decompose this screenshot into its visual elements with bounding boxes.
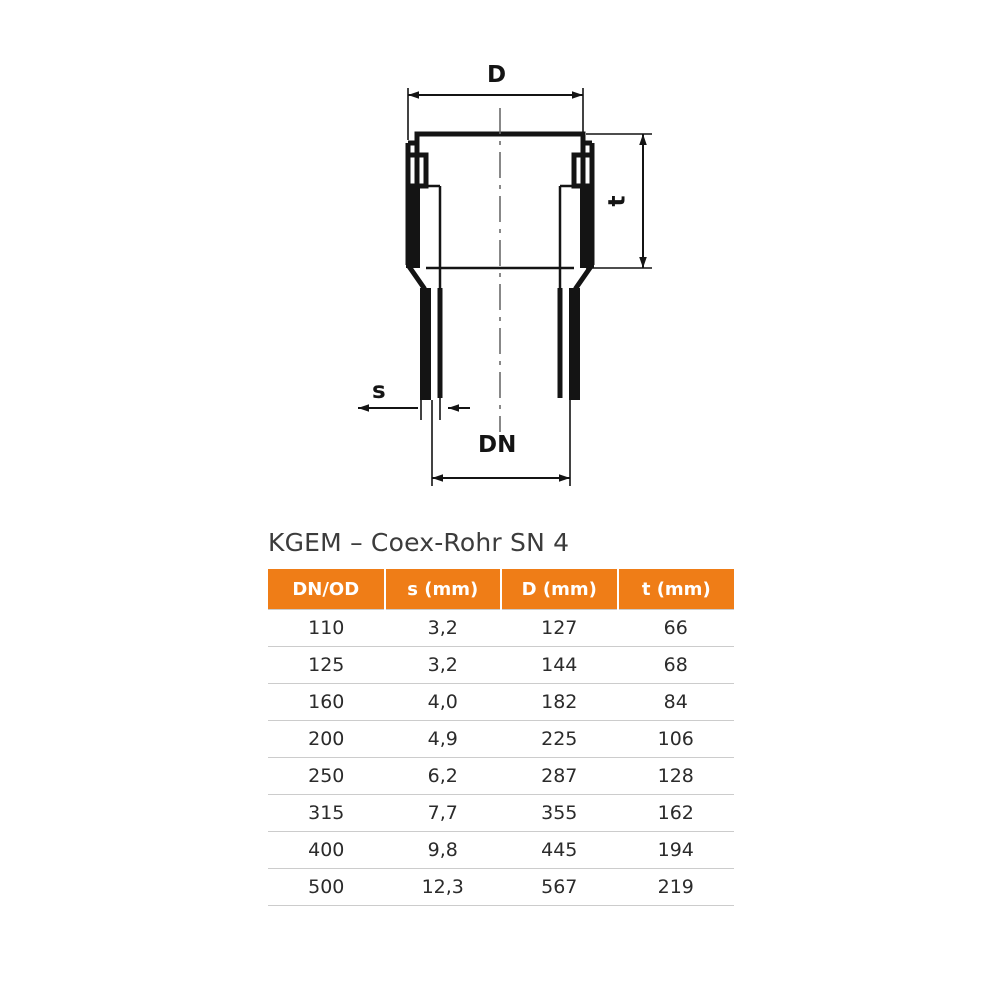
cell-d: 445	[501, 832, 618, 869]
cell-t: 219	[618, 869, 735, 906]
cell-dn-od: 315	[268, 795, 385, 832]
table-header-row	[268, 569, 734, 610]
cell-dn-od: 125	[268, 647, 385, 684]
cell-d: 567	[501, 869, 618, 906]
cell-t: 106	[618, 721, 735, 758]
cell-s: 6,2	[385, 758, 502, 795]
cell-dn-od: 160	[268, 684, 385, 721]
column-header-s: s (mm)	[385, 569, 502, 610]
cell-s: 3,2	[385, 610, 502, 647]
column-header-t: t (mm)	[618, 569, 735, 610]
table-row	[268, 647, 734, 684]
table-row	[268, 795, 734, 832]
cell-t: 68	[618, 647, 735, 684]
cell-s: 3,2	[385, 647, 502, 684]
cell-t: 194	[618, 832, 735, 869]
cell-d: 144	[501, 647, 618, 684]
cell-s: 9,8	[385, 832, 502, 869]
spec-table-block	[268, 528, 734, 906]
column-header-d: D (mm)	[501, 569, 618, 610]
dimension-label-s: s	[372, 378, 386, 404]
cell-dn-od: 200	[268, 721, 385, 758]
table-row	[268, 610, 734, 647]
cell-d: 355	[501, 795, 618, 832]
cell-d: 182	[501, 684, 618, 721]
dimension-label-dn: DN	[478, 432, 517, 458]
table-row	[268, 869, 734, 906]
cell-d: 287	[501, 758, 618, 795]
cell-s: 4,9	[385, 721, 502, 758]
table-row	[268, 721, 734, 758]
cell-dn-od: 400	[268, 832, 385, 869]
cell-dn-od: 250	[268, 758, 385, 795]
table-row	[268, 758, 734, 795]
cell-t: 84	[618, 684, 735, 721]
spec-table	[268, 569, 734, 906]
cell-dn-od: 110	[268, 610, 385, 647]
cell-t: 66	[618, 610, 735, 647]
cell-dn-od: 500	[268, 869, 385, 906]
table-row	[268, 832, 734, 869]
cell-t: 128	[618, 758, 735, 795]
cell-s: 7,7	[385, 795, 502, 832]
table-title: KGEM – Coex-Rohr SN 4	[268, 528, 570, 557]
cell-t: 162	[618, 795, 735, 832]
cell-d: 225	[501, 721, 618, 758]
dimension-label-t: t	[604, 195, 631, 207]
cell-s: 4,0	[385, 684, 502, 721]
dimension-label-d: D	[487, 62, 507, 88]
table-row	[268, 684, 734, 721]
column-header-dn-od: DN/OD	[268, 569, 385, 610]
cell-s: 12,3	[385, 869, 502, 906]
cell-d: 127	[501, 610, 618, 647]
